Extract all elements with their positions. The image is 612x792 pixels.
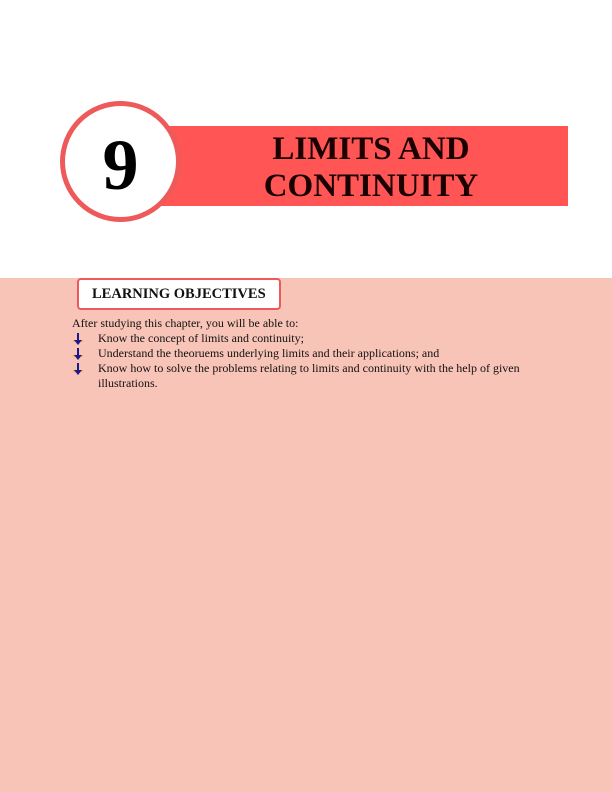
objective-text: Know how to solve the problems relating to limits and continuity with the help of given illustrations. (98, 361, 520, 390)
arrow-down-icon (72, 363, 84, 375)
objective-text: Understand the theoruems underlying limits and their applications; and (98, 346, 440, 360)
chapter-title-line-2: CONTINUITY (263, 168, 479, 204)
arrow-down-icon (72, 348, 84, 360)
objectives-list (72, 331, 572, 391)
objective-item (72, 361, 572, 391)
arrow-down-icon (72, 333, 84, 345)
objectives-intro: After studying this chapter, you will be able to: (72, 316, 299, 330)
objective-text: Know the concept of limits and continuity; (98, 331, 304, 345)
objectives-heading: LEARNING OBJECTIVES (77, 278, 281, 310)
chapter-number-badge (60, 101, 181, 222)
chapter-number: 9 (102, 125, 139, 205)
chapter-title-line-1: LIMITS AND (272, 131, 470, 167)
objective-item (72, 346, 572, 361)
objective-item (72, 331, 572, 346)
chapter-title (195, 131, 547, 205)
